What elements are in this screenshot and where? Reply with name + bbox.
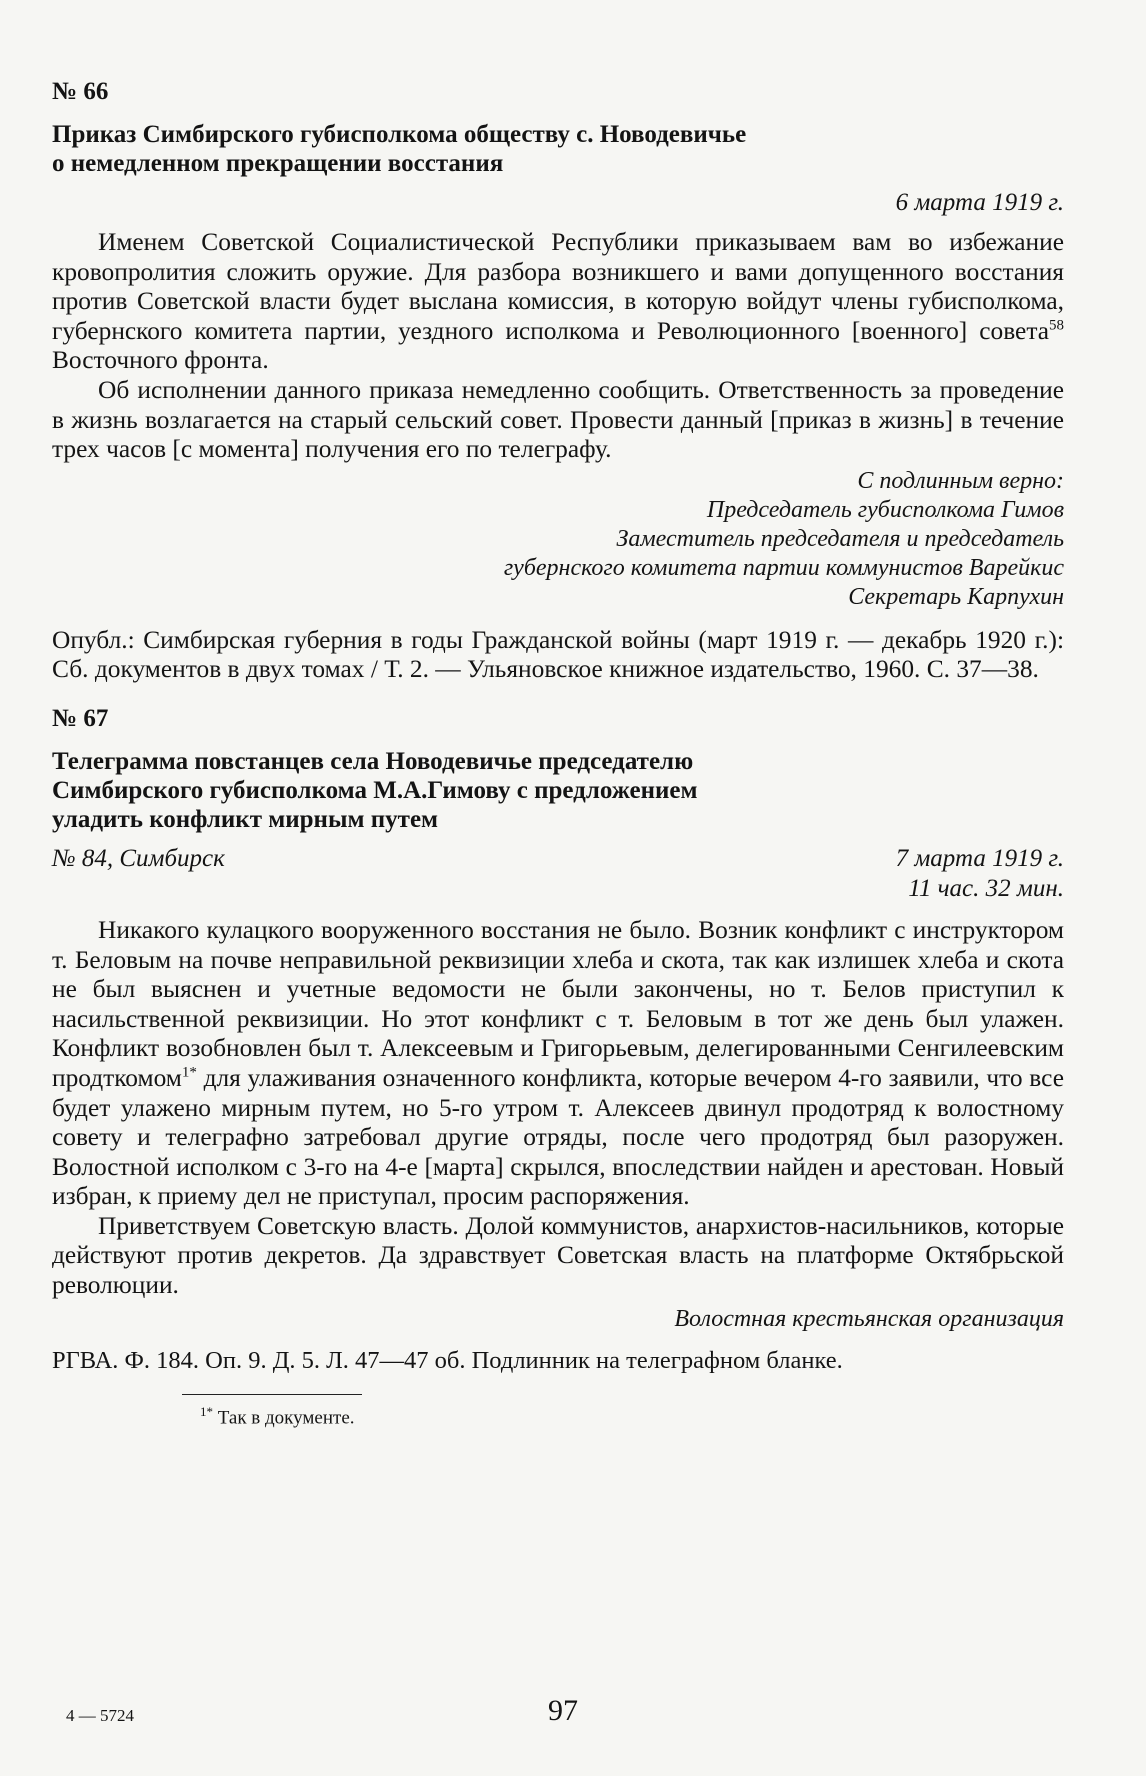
doc66-paragraph-1-tail: Восточного фронта.	[52, 346, 269, 375]
sheet-signature-code: 4 — 5724	[66, 1706, 134, 1725]
doc66-title-line1: Приказ Симбирского губисполкома обществу с. Новодевичье	[52, 121, 747, 148]
doc67-paragraph-1-part-a: Никакого кулацкого вооруженного восстания не было. Возник конфликт с инструктором т. Беловым на почве неправильной реквизиции хлеба и скота, так как излишек хлеба и скота не был выяснен и учетные ведомости не были закончены, но т. Белов приступил к насильственной реквизиции. Но этот конфликт с т. Беловым в тот же день был улажен. Конфликт возобновлен был т. Алексеевым и Григорьевым, делегированными Сенгилеевским продткомом	[52, 915, 1064, 1092]
doc66-title-line2: о немедленном прекращении восстания	[52, 150, 504, 177]
doc67-signature: Волостная крестьянская организация	[674, 1305, 1064, 1332]
footnote-mark: 1*	[200, 1403, 213, 1419]
doc66-paragraph-2: Об исполнении данного приказа немедленно сообщить. Ответственность за проведение в жизнь возлагается на старый сельский совет. Провести данный [приказ в жизнь] в течение трех часов [с момента] получения его по телеграфу.	[52, 375, 1064, 464]
doc67-title-line2: Симбирского губисполкома М.А.Гимову с предложением	[52, 776, 698, 804]
doc67-title-line1: Телеграмма повстанцев села Новодевичье председателю	[52, 747, 694, 775]
doc67-reference: № 84, Симбирск	[52, 844, 225, 872]
doc66-paragraph-1	[52, 228, 1064, 376]
footnote-text: Так в документе.	[213, 1406, 355, 1428]
doc66-signature-deputy-1: Заместитель председателя и председатель	[616, 525, 1064, 552]
doc67-time: 11 час. 32 мин.	[908, 874, 1064, 902]
doc66-signature-deputy-2: губернского комитета партии коммунистов Варейкис	[503, 554, 1064, 581]
doc66-date: 6 марта 1919 г.	[895, 189, 1064, 216]
doc67-dateline	[52, 844, 1064, 904]
doc67-date: 7 марта 1919 г.	[895, 844, 1064, 872]
doc67-paragraph-1-part-b: для улаживания означенного конфликта, которые вечером 4-го заявили, что все будет улажено мирным путем, но 5-го утром т. Алексеев двинул продотряд к волостному совету и телеграфно затребовал другие отряды, после чего продотряд был разоружен. Волостной исполком с 3-го на 4-е [марта] скрылся, впоследствии найден и арестован. Новый избран, к приему дел не приступал, просим распоряжения.	[52, 1063, 1064, 1211]
doc67-date-time	[896, 844, 1064, 904]
doc66-signature-block	[52, 467, 1064, 612]
doc66-number: № 66	[52, 78, 109, 105]
doc66-title	[52, 120, 1064, 178]
doc66-publication-source: Опубл.: Симбирская губерния в годы Гражданской войны (март 1919 г. — декабрь 1920 г.): Сб. документов в двух томах / Т. 2. — Ульяновское книжное издательство, 1960. С. 37—38.	[52, 625, 1064, 684]
page-content	[52, 70, 1064, 1431]
doc67-title-line3: уладить конфликт мирным путем	[52, 805, 439, 833]
footnote-ref-1: 1*	[181, 1064, 197, 1081]
page-number: 97	[548, 1694, 578, 1727]
doc67-title	[52, 747, 1064, 834]
footnote-ref-58: 58	[1049, 317, 1064, 334]
doc66-paragraph-1-text: Именем Советской Социалистической Республики приказываем вам во избежание кровопролития сложить оружие. Для разбора возникшего и вами допущенного восстания против Советской власти будет выслана комиссия, в которую войдут члены губисполкома, губернского комитета партии, уездного исполкома и Революционного [военного] совета	[52, 228, 1064, 345]
doc66-certification: С подлинным верно:	[857, 467, 1064, 494]
doc67-paragraph-1	[52, 916, 1064, 1212]
doc67-paragraph-2: Приветствуем Советскую власть. Долой коммунистов, анархистов-насильников, которые действуют против декретов. Да здравствует Советская власть на платформе Октябрьской революции.	[52, 1211, 1064, 1300]
doc66-signature-secretary: Секретарь Карпухин	[848, 583, 1064, 610]
footnote	[200, 1399, 1064, 1431]
footnote-divider	[182, 1394, 362, 1395]
doc67-archive-reference: РГВА. Ф. 184. Оп. 9. Д. 5. Л. 47—47 об. Подлинник на телеграфном бланке.	[52, 1346, 843, 1374]
doc66-signature-chairman: Председатель губисполкома Гимов	[706, 496, 1064, 523]
doc67-number: № 67	[52, 704, 109, 732]
